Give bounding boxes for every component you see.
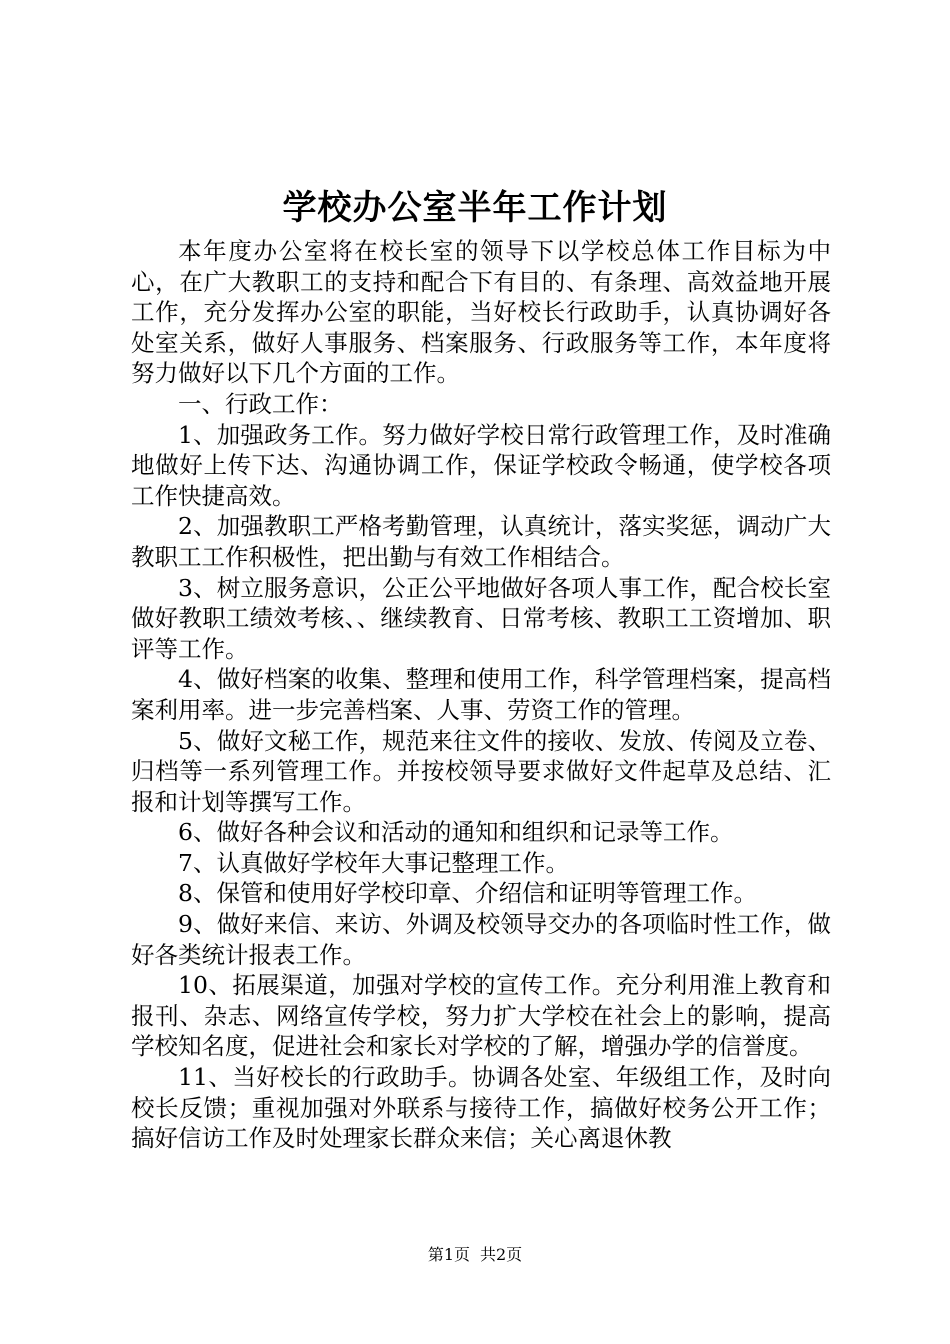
page-count: 共2页: [480, 1245, 523, 1264]
list-item: 11、当好校长的行政助手。协调各处室、年级组工作，及时向校长反馈；重视加强对外联系与接待工作，搞做好校务公开工作；搞好信访工作及时处理家长群众来信；关心离退休教: [131, 1063, 831, 1153]
list-item: 3、树立服务意识，公正公平地做好各项人事工作，配合校长室做好教职工绩效考核、、继续教育、日常考核、教职工工资增加、职评等工作。: [131, 573, 831, 663]
section-heading-admin: 一、行政工作：: [178, 389, 343, 418]
list-item: 4、做好档案的收集、整理和使用工作，科学管理档案，提高档案利用率。进一步完善档案、人事、劳资工作的管理。: [131, 665, 831, 724]
list-item: 1、加强政务工作。努力做好学校日常行政管理工作，及时准确地做好上传下达、沟通协调工作，保证学校政令畅通，使学校各项工作快捷高效。: [131, 420, 831, 510]
document-body: [131, 236, 831, 1154]
list-item: 10、拓展渠道，加强对学校的宣传工作。充分利用淮上教育和报刊、杂志、网络宣传学校，努力扩大学校在社会上的影响，提高学校知名度，促进社会和家长对学校的了解，增强办学的信誉度。: [131, 971, 831, 1061]
list-item: 8、保管和使用好学校印章、介绍信和证明等管理工作。: [178, 879, 757, 908]
list-item: 6、做好各种会议和活动的通知和组织和记录等工作。: [178, 818, 734, 847]
page-footer: [0, 1244, 950, 1266]
list-item: 2、加强教职工严格考勤管理，认真统计，落实奖惩，调动广大教职工工作积极性，把出勤与有效工作相结合。: [131, 512, 831, 571]
list-item: 5、做好文秘工作，规范来往文件的接收、发放、传阅及立卷、归档等一系列管理工作。并按校领导要求做好文件起草及总结、汇报和计划等撰写工作。: [131, 726, 831, 816]
document-title: 学校办公室半年工作计划: [282, 188, 668, 228]
paragraph-intro: 本年度办公室将在校长室的领导下以学校总体工作目标为中心，在广大教职工的支持和配合下有目的、有条理、高效益地开展工作，充分发挥办公室的职能，当好校长行政助手，认真协调好各处室关系，做好人事服务、档案服务、行政服务等工作，本年度将努力做好以下几个方面的工作。: [131, 237, 831, 388]
list-item: 9、做好来信、来访、外调及校领导交办的各项临时性工作，做好各类统计报表工作。: [131, 910, 831, 969]
page-number: 第1页: [427, 1245, 470, 1264]
list-item: 7、认真做好学校年大事记整理工作。: [178, 848, 569, 877]
